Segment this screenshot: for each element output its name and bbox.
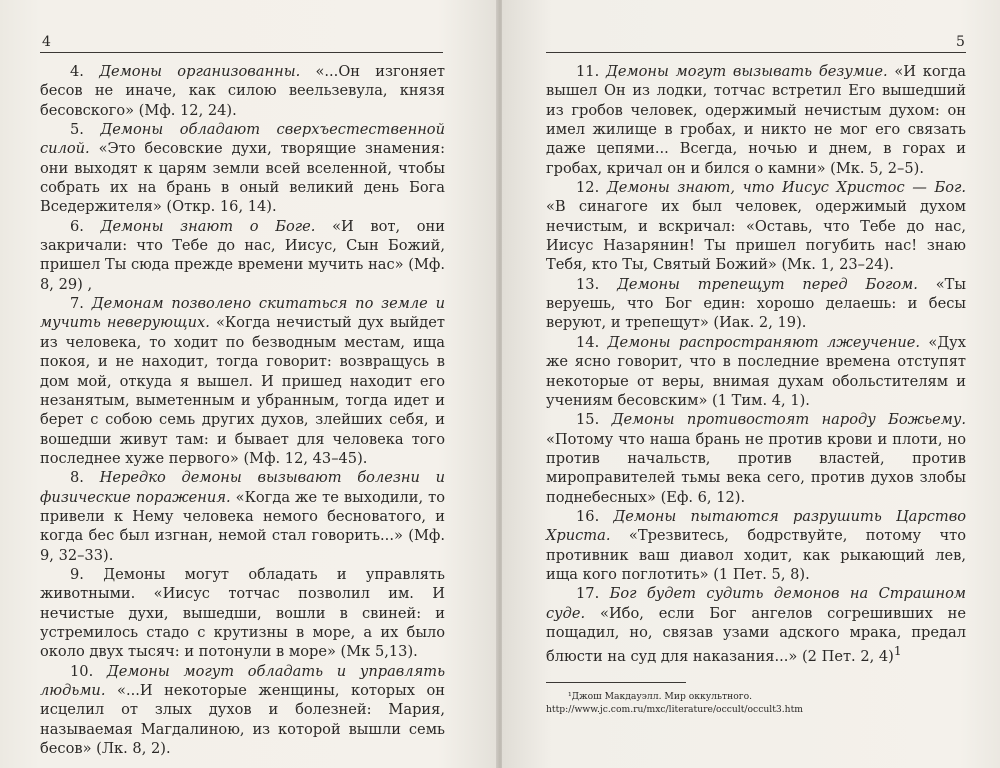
right-page-text [546,62,966,667]
paragraph-7: 7. Демонам позволено скитаться по земле и мучить неверующих. «Когда нечистый дух выйдет из человека, то ходит по безводным местам, ища покоя, и не находит, тогда говорит: возвращусь в дом мой, откуда я вышел. И пришед находит его незанятым, выметенным и убранным, тогда идет и берет с собою семь других духов, злейших себя, и вошедши живут там: и бывает для человека того последнее хуже первого» (Мф. 12, 43–45). [40,295,445,467]
footnote: ¹Джош Макдауэлл. Мир оккультного. http://www.jc.com.ru/mxc/literature/occult/occult3.htm [546,691,803,715]
paragraph-12: 12. Демоны знают, что Иисус Христос — Бог. «В синагоге их был человек, одержимый духом нечистым, и вскричал: «Оставь, что Тебе до нас, Иисус Назарянин! Ты пришел погубить нас! знаю Тебя, кто Ты, Святый Божий» (Мк. 1, 23–24). [546,179,966,274]
footnote-rule [546,682,686,683]
right-page [502,0,1000,768]
paragraph-4: 4. Демоны организованны. «...Он изгоняет бесов не иначе, как силою веельзевула, князя бесовского» (Мф. 12, 24). [40,63,446,119]
paragraph-11: 11. Демоны могут вызывать безумие. «И когда вышел Он из лодки, тотчас встретил Его вышедший из гробов человек, одержимый нечистым духом: он имел жилище в гробах, и никто не мог его связать даже цепями... Всегда, ночью и днем, в горах и гробах, кричал он и бился о камни» (Мк. 5, 2–5). [546,63,966,177]
paragraph-16: 16. Демоны пытаются разрушить Царство Христа. «Трезвитесь, бодрствуйте, потому что противник ваш диавол ходит, как рыкающий лев, ища кого поглотить» (1 Пет. 5, 8). [546,507,966,583]
paragraph-9: 9. Демоны могут обладать и управлять животными. «Иисус тотчас позволил им. И нечистые духи, вышедши, вошли в свиней: и устремилось стадо с крутизны в море, а их было около двух тысяч: и потонули в море» (Мк 5,13). [40,565,446,661]
paragraph-8: 8. Нередко демоны вызывают болезни и физические поражения. «Когда же те выходили, то привели к Нему человека немого бесноватого, и когда бес был изгнан, немой стал говорить...» (Мф. 9, 32–33). [40,469,445,564]
paragraph-17: 17. Бог будет судить демонов на Страшном суде. «Ибо, если Бог ангелов согрешивших не пощадил, но, связав узами адского мрака, предал блюсти на суд для наказания...» (2 Пет. 2, 4)$^1$ [546,585,966,666]
header-rule-left [40,52,443,53]
paragraph-5: 5. Демоны обладают сверхъестественной силой. «Это бесовские духи, творящие знамения: они выходят к царям земли всей вселенной, чтобы собрать их на брань в оный великий день Бога Вседержителя» (Откр. 16, 14). [40,121,445,216]
left-page-text [40,62,445,758]
paragraph-14: 14. Демоны распространяют лжеучение. «Дух же ясно говорит, что в последние времена отступят некоторые от веры, внимая духам обольстителям и учениям бесовским» (1 Тим. 4, 1). [546,333,967,409]
page-number-left: 4 [42,34,51,50]
paragraph-10: 10. Демоны могут обладать и управлять людьми. «...И некоторые женщины, которых он исцелил от злых духов и болезней: Мария, называемая Магдалиною, из которой вышли семь бесов» (Лк. 8, 2). [40,662,446,758]
paragraph-6: 6. Демоны знают о Боге. «И вот, они закричали: что Тебе до нас, Иисус, Сын Божий, пришел Ты сюда прежде времени мучить нас» (Мф. 8, 29) , [40,217,446,293]
page-number-right: 5 [956,34,965,50]
paragraph-13: 13. Демоны трепещут перед Богом. «Ты веруешь, что Бог един: хорошо делаешь: и бесы веруют, и трепещут» (Иак. 2, 19). [546,275,967,332]
paragraph-15: 15. Демоны противостоят народу Божьему. «Потому что наша брань не против крови и плоти, но против начальств, против властей, против мироправителей тьмы века сего, против духов злобы поднебесных» (Еф. 6, 12). [546,411,966,506]
left-page [0,0,498,768]
footnote-ref: 1 [893,644,902,659]
header-rule-right [546,52,966,53]
